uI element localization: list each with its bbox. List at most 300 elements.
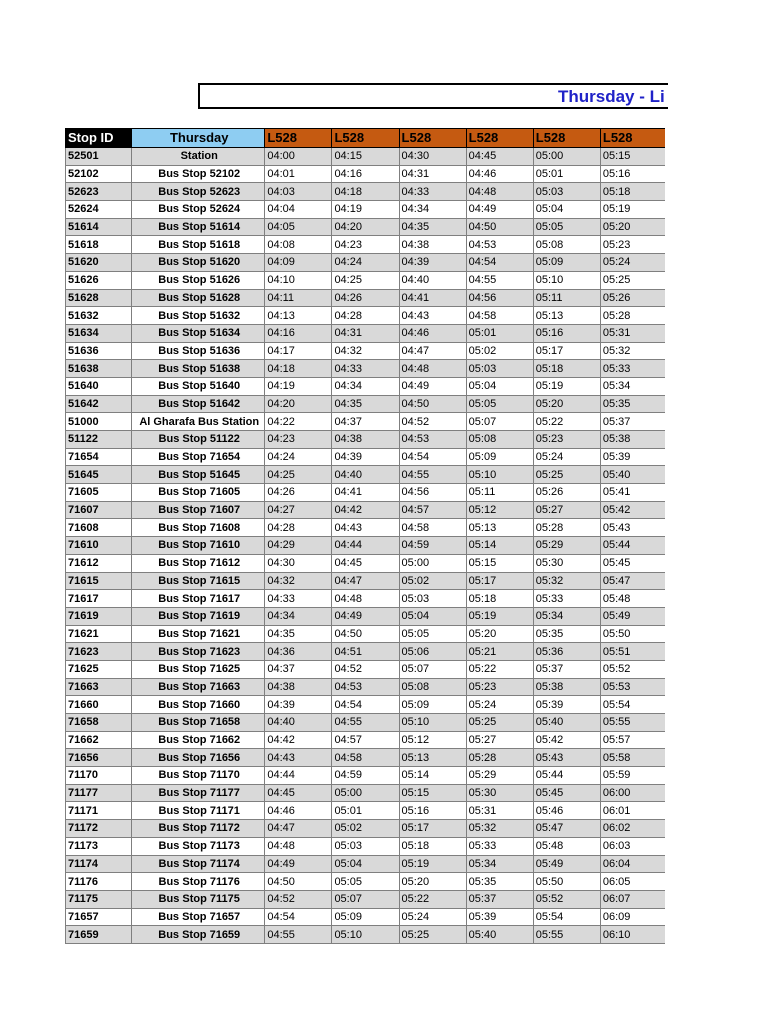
time-cell: 04:47	[265, 820, 332, 838]
time-cell: 04:55	[466, 271, 533, 289]
time-cell: 04:22	[265, 413, 332, 431]
time-cell: 04:25	[265, 466, 332, 484]
time-cell: 05:05	[466, 395, 533, 413]
time-cell: 05:53	[600, 678, 665, 696]
table-row	[66, 731, 666, 749]
table-row	[66, 307, 666, 325]
stop-id-cell: 71170	[66, 767, 132, 785]
time-cell: 05:08	[399, 678, 466, 696]
table-row	[66, 607, 666, 625]
stop-id-cell: 51628	[66, 289, 132, 307]
time-cell: 04:10	[265, 271, 332, 289]
time-cell: 04:24	[265, 448, 332, 466]
schedule-table-container	[65, 128, 665, 944]
time-cell: 05:18	[533, 360, 600, 378]
stop-name-cell: Bus Stop 71662	[132, 731, 265, 749]
time-cell: 04:34	[332, 377, 399, 395]
time-cell: 05:43	[600, 519, 665, 537]
time-cell: 04:18	[265, 360, 332, 378]
time-cell: 05:45	[600, 554, 665, 572]
table-row	[66, 714, 666, 732]
time-cell: 04:53	[332, 678, 399, 696]
time-cell: 05:34	[533, 607, 600, 625]
stop-name-cell: Bus Stop 71659	[132, 926, 265, 944]
table-row	[66, 855, 666, 873]
table-row	[66, 926, 666, 944]
stop-name-cell: Bus Stop 51642	[132, 395, 265, 413]
time-cell: 04:23	[265, 431, 332, 449]
time-cell: 04:56	[399, 484, 466, 502]
time-cell: 05:26	[600, 289, 665, 307]
time-cell: 04:35	[399, 218, 466, 236]
stop-name-cell: Bus Stop 71173	[132, 837, 265, 855]
time-cell: 06:04	[600, 855, 665, 873]
time-cell: 05:37	[600, 413, 665, 431]
stop-name-cell: Bus Stop 71612	[132, 554, 265, 572]
time-cell: 05:47	[533, 820, 600, 838]
time-cell: 05:44	[533, 767, 600, 785]
stop-name-cell: Bus Stop 71621	[132, 625, 265, 643]
time-cell: 05:03	[466, 360, 533, 378]
stop-name-cell: Bus Stop 51645	[132, 466, 265, 484]
stop-name-cell: Bus Stop 51636	[132, 342, 265, 360]
time-cell: 05:52	[600, 660, 665, 678]
time-cell: 04:39	[265, 696, 332, 714]
time-cell: 04:50	[466, 218, 533, 236]
stop-name-cell: Bus Stop 51634	[132, 324, 265, 342]
time-cell: 04:52	[399, 413, 466, 431]
time-cell: 05:10	[466, 466, 533, 484]
time-cell: 04:47	[399, 342, 466, 360]
time-cell: 04:32	[265, 572, 332, 590]
time-cell: 05:34	[600, 377, 665, 395]
time-cell: 04:24	[332, 254, 399, 272]
table-row	[66, 448, 666, 466]
time-cell: 05:17	[399, 820, 466, 838]
time-cell: 05:35	[533, 625, 600, 643]
time-cell: 05:16	[600, 165, 665, 183]
time-cell: 04:54	[265, 908, 332, 926]
time-cell: 04:19	[332, 201, 399, 219]
time-cell: 05:30	[466, 784, 533, 802]
stop-id-cell: 71171	[66, 802, 132, 820]
stop-id-cell: 52501	[66, 148, 132, 166]
time-cell: 04:53	[466, 236, 533, 254]
time-cell: 04:23	[332, 236, 399, 254]
time-cell: 04:33	[399, 183, 466, 201]
table-row	[66, 484, 666, 502]
stop-name-cell: Bus Stop 71608	[132, 519, 265, 537]
table-row	[66, 201, 666, 219]
time-cell: 04:40	[399, 271, 466, 289]
time-cell: 05:40	[466, 926, 533, 944]
stop-id-cell: 71656	[66, 749, 132, 767]
time-cell: 04:16	[332, 165, 399, 183]
table-row	[66, 466, 666, 484]
time-cell: 04:30	[399, 148, 466, 166]
time-cell: 05:59	[600, 767, 665, 785]
table-row	[66, 236, 666, 254]
time-cell: 05:25	[600, 271, 665, 289]
time-cell: 06:09	[600, 908, 665, 926]
table-row	[66, 431, 666, 449]
time-cell: 04:20	[265, 395, 332, 413]
stop-id-cell: 51645	[66, 466, 132, 484]
table-row	[66, 165, 666, 183]
stop-name-cell: Bus Stop 71656	[132, 749, 265, 767]
time-cell: 05:23	[533, 431, 600, 449]
time-cell: 04:56	[466, 289, 533, 307]
time-cell: 04:51	[332, 643, 399, 661]
stop-id-cell: 51626	[66, 271, 132, 289]
schedule-table	[65, 128, 665, 944]
stop-id-cell: 51642	[66, 395, 132, 413]
table-row	[66, 271, 666, 289]
time-cell: 05:17	[533, 342, 600, 360]
time-cell: 05:19	[466, 607, 533, 625]
stop-name-cell: Bus Stop 51632	[132, 307, 265, 325]
time-cell: 05:27	[466, 731, 533, 749]
time-cell: 05:33	[533, 590, 600, 608]
time-cell: 04:38	[265, 678, 332, 696]
time-cell: 05:13	[466, 519, 533, 537]
time-cell: 04:46	[265, 802, 332, 820]
time-cell: 05:13	[399, 749, 466, 767]
time-cell: 05:27	[533, 501, 600, 519]
time-cell: 05:23	[466, 678, 533, 696]
time-cell: 05:20	[466, 625, 533, 643]
time-cell: 05:39	[600, 448, 665, 466]
time-cell: 04:31	[399, 165, 466, 183]
time-cell: 05:32	[533, 572, 600, 590]
time-cell: 04:53	[399, 431, 466, 449]
time-cell: 04:50	[399, 395, 466, 413]
time-cell: 05:50	[533, 873, 600, 891]
stop-name-cell: Bus Stop 71170	[132, 767, 265, 785]
time-cell: 04:42	[332, 501, 399, 519]
stop-name-cell: Bus Stop 71623	[132, 643, 265, 661]
stop-id-cell: 71605	[66, 484, 132, 502]
route-header: L528	[533, 129, 600, 148]
stop-id-cell: 71662	[66, 731, 132, 749]
time-cell: 04:54	[332, 696, 399, 714]
time-cell: 05:24	[533, 448, 600, 466]
time-cell: 05:37	[533, 660, 600, 678]
time-cell: 04:34	[265, 607, 332, 625]
time-cell: 04:55	[332, 714, 399, 732]
stop-name-cell: Bus Stop 71176	[132, 873, 265, 891]
time-cell: 04:48	[466, 183, 533, 201]
time-cell: 05:37	[466, 890, 533, 908]
time-cell: 05:25	[399, 926, 466, 944]
time-cell: 05:25	[533, 466, 600, 484]
table-row	[66, 501, 666, 519]
time-cell: 04:48	[399, 360, 466, 378]
time-cell: 05:12	[399, 731, 466, 749]
time-cell: 04:39	[399, 254, 466, 272]
time-cell: 04:49	[466, 201, 533, 219]
time-cell: 05:38	[533, 678, 600, 696]
table-row	[66, 377, 666, 395]
time-cell: 05:33	[466, 837, 533, 855]
time-cell: 04:42	[265, 731, 332, 749]
time-cell: 05:31	[466, 802, 533, 820]
time-cell: 05:18	[466, 590, 533, 608]
time-cell: 04:37	[265, 660, 332, 678]
stop-name-cell: Bus Stop 71605	[132, 484, 265, 502]
schedule-body	[66, 148, 666, 944]
time-cell: 05:04	[399, 607, 466, 625]
time-cell: 05:04	[466, 377, 533, 395]
table-row	[66, 820, 666, 838]
stop-name-cell: Bus Stop 71660	[132, 696, 265, 714]
table-row	[66, 590, 666, 608]
time-cell: 05:14	[466, 537, 533, 555]
stop-id-cell: 51618	[66, 236, 132, 254]
time-cell: 05:03	[399, 590, 466, 608]
table-row	[66, 289, 666, 307]
time-cell: 05:30	[533, 554, 600, 572]
time-cell: 04:29	[265, 537, 332, 555]
time-cell: 05:42	[600, 501, 665, 519]
time-cell: 05:15	[466, 554, 533, 572]
time-cell: 06:01	[600, 802, 665, 820]
time-cell: 04:49	[332, 607, 399, 625]
time-cell: 05:18	[399, 837, 466, 855]
time-cell: 05:58	[600, 749, 665, 767]
time-cell: 05:09	[533, 254, 600, 272]
time-cell: 05:13	[533, 307, 600, 325]
time-cell: 05:23	[600, 236, 665, 254]
time-cell: 04:32	[332, 342, 399, 360]
time-cell: 04:27	[265, 501, 332, 519]
time-cell: 05:08	[466, 431, 533, 449]
time-cell: 05:02	[466, 342, 533, 360]
time-cell: 05:05	[533, 218, 600, 236]
stop-id-cell: 71172	[66, 820, 132, 838]
stop-name-cell: Bus Stop 71172	[132, 820, 265, 838]
stop-id-cell: 71617	[66, 590, 132, 608]
stop-name-cell: Bus Stop 71175	[132, 890, 265, 908]
time-cell: 05:38	[600, 431, 665, 449]
time-cell: 04:52	[265, 890, 332, 908]
stop-id-cell: 51122	[66, 431, 132, 449]
time-cell: 04:18	[332, 183, 399, 201]
stop-id-cell: 71175	[66, 890, 132, 908]
time-cell: 05:19	[399, 855, 466, 873]
title-box	[198, 83, 668, 109]
time-cell: 05:40	[533, 714, 600, 732]
time-cell: 04:57	[332, 731, 399, 749]
table-row	[66, 218, 666, 236]
stop-name-cell: Bus Stop 71615	[132, 572, 265, 590]
table-row	[66, 678, 666, 696]
stop-id-cell: 71608	[66, 519, 132, 537]
time-cell: 04:47	[332, 572, 399, 590]
time-cell: 05:00	[332, 784, 399, 802]
time-cell: 04:16	[265, 324, 332, 342]
time-cell: 05:51	[600, 643, 665, 661]
stop-id-cell: 51638	[66, 360, 132, 378]
time-cell: 05:06	[399, 643, 466, 661]
table-row	[66, 413, 666, 431]
time-cell: 04:35	[332, 395, 399, 413]
time-cell: 05:10	[399, 714, 466, 732]
table-row	[66, 802, 666, 820]
time-cell: 05:48	[533, 837, 600, 855]
time-cell: 05:40	[600, 466, 665, 484]
time-cell: 04:00	[265, 148, 332, 166]
time-cell: 04:33	[265, 590, 332, 608]
page-title: Thursday - Li	[558, 87, 665, 106]
route-header: L528	[466, 129, 533, 148]
time-cell: 04:26	[265, 484, 332, 502]
time-cell: 05:54	[533, 908, 600, 926]
time-cell: 04:40	[265, 714, 332, 732]
time-cell: 04:28	[265, 519, 332, 537]
time-cell: 04:58	[332, 749, 399, 767]
stop-id-cell: 71659	[66, 926, 132, 944]
time-cell: 04:54	[466, 254, 533, 272]
time-cell: 05:03	[332, 837, 399, 855]
time-cell: 04:45	[332, 554, 399, 572]
time-cell: 04:40	[332, 466, 399, 484]
stop-name-cell: Bus Stop 51618	[132, 236, 265, 254]
time-cell: 05:55	[533, 926, 600, 944]
time-cell: 05:07	[399, 660, 466, 678]
time-cell: 04:43	[399, 307, 466, 325]
table-row	[66, 324, 666, 342]
stop-id-cell: 51640	[66, 377, 132, 395]
stop-id-cell: 71660	[66, 696, 132, 714]
time-cell: 05:24	[600, 254, 665, 272]
route-header: L528	[600, 129, 665, 148]
time-cell: 05:10	[332, 926, 399, 944]
table-row	[66, 625, 666, 643]
time-cell: 04:49	[399, 377, 466, 395]
table-row	[66, 360, 666, 378]
time-cell: 04:55	[265, 926, 332, 944]
time-cell: 05:25	[466, 714, 533, 732]
time-cell: 04:48	[265, 837, 332, 855]
stop-id-cell: 51000	[66, 413, 132, 431]
time-cell: 05:16	[533, 324, 600, 342]
stop-id-cell: 52624	[66, 201, 132, 219]
time-cell: 05:22	[399, 890, 466, 908]
time-cell: 05:46	[533, 802, 600, 820]
time-cell: 04:48	[332, 590, 399, 608]
time-cell: 05:09	[466, 448, 533, 466]
stop-id-cell: 71174	[66, 855, 132, 873]
time-cell: 05:11	[533, 289, 600, 307]
time-cell: 04:35	[265, 625, 332, 643]
time-cell: 04:41	[399, 289, 466, 307]
time-cell: 05:24	[399, 908, 466, 926]
time-cell: 04:19	[265, 377, 332, 395]
stop-id-cell: 71657	[66, 908, 132, 926]
stop-id-cell: 71623	[66, 643, 132, 661]
time-cell: 05:09	[399, 696, 466, 714]
time-cell: 05:03	[533, 183, 600, 201]
time-cell: 04:49	[265, 855, 332, 873]
table-row	[66, 767, 666, 785]
header-row	[66, 129, 666, 148]
time-cell: 05:28	[600, 307, 665, 325]
table-row	[66, 873, 666, 891]
time-cell: 05:24	[466, 696, 533, 714]
stop-name-cell: Bus Stop 71619	[132, 607, 265, 625]
time-cell: 04:13	[265, 307, 332, 325]
time-cell: 05:43	[533, 749, 600, 767]
time-cell: 05:20	[533, 395, 600, 413]
time-cell: 05:19	[533, 377, 600, 395]
route-header: L528	[265, 129, 332, 148]
stop-id-cell: 71621	[66, 625, 132, 643]
time-cell: 05:04	[332, 855, 399, 873]
time-cell: 04:45	[466, 148, 533, 166]
stop-name-cell: Station	[132, 148, 265, 166]
time-cell: 05:12	[466, 501, 533, 519]
time-cell: 05:39	[466, 908, 533, 926]
table-row	[66, 837, 666, 855]
stop-id-cell: 71663	[66, 678, 132, 696]
time-cell: 06:00	[600, 784, 665, 802]
time-cell: 05:42	[533, 731, 600, 749]
time-cell: 04:38	[332, 431, 399, 449]
time-cell: 05:20	[600, 218, 665, 236]
stop-name-cell: Bus Stop 71607	[132, 501, 265, 519]
time-cell: 05:20	[399, 873, 466, 891]
stop-name-cell: Bus Stop 51640	[132, 377, 265, 395]
stop-id-cell: 71177	[66, 784, 132, 802]
time-cell: 05:00	[533, 148, 600, 166]
stop-name-cell: Bus Stop 51620	[132, 254, 265, 272]
time-cell: 04:37	[332, 413, 399, 431]
time-cell: 04:50	[265, 873, 332, 891]
stop-name-cell: Bus Stop 71171	[132, 802, 265, 820]
table-row	[66, 519, 666, 537]
stop-name-cell: Bus Stop 71657	[132, 908, 265, 926]
time-cell: 05:17	[466, 572, 533, 590]
time-cell: 05:19	[600, 201, 665, 219]
stop-name-cell: Bus Stop 52102	[132, 165, 265, 183]
time-cell: 04:46	[466, 165, 533, 183]
stop-name-cell: Bus Stop 51122	[132, 431, 265, 449]
time-cell: 05:16	[399, 802, 466, 820]
time-cell: 05:10	[533, 271, 600, 289]
time-cell: 04:39	[332, 448, 399, 466]
time-cell: 05:22	[466, 660, 533, 678]
time-cell: 05:26	[533, 484, 600, 502]
time-cell: 05:02	[332, 820, 399, 838]
time-cell: 04:20	[332, 218, 399, 236]
time-cell: 05:45	[533, 784, 600, 802]
time-cell: 04:58	[466, 307, 533, 325]
stop-id-cell: 51614	[66, 218, 132, 236]
time-cell: 05:39	[533, 696, 600, 714]
stop-id-cell: 71619	[66, 607, 132, 625]
time-cell: 05:14	[399, 767, 466, 785]
stop-id-cell: 71658	[66, 714, 132, 732]
table-row	[66, 660, 666, 678]
stop-id-cell: 52623	[66, 183, 132, 201]
day-header: Thursday	[132, 129, 265, 148]
time-cell: 04:54	[399, 448, 466, 466]
table-row	[66, 890, 666, 908]
stop-id-cell: 71612	[66, 554, 132, 572]
time-cell: 05:49	[533, 855, 600, 873]
table-row	[66, 643, 666, 661]
